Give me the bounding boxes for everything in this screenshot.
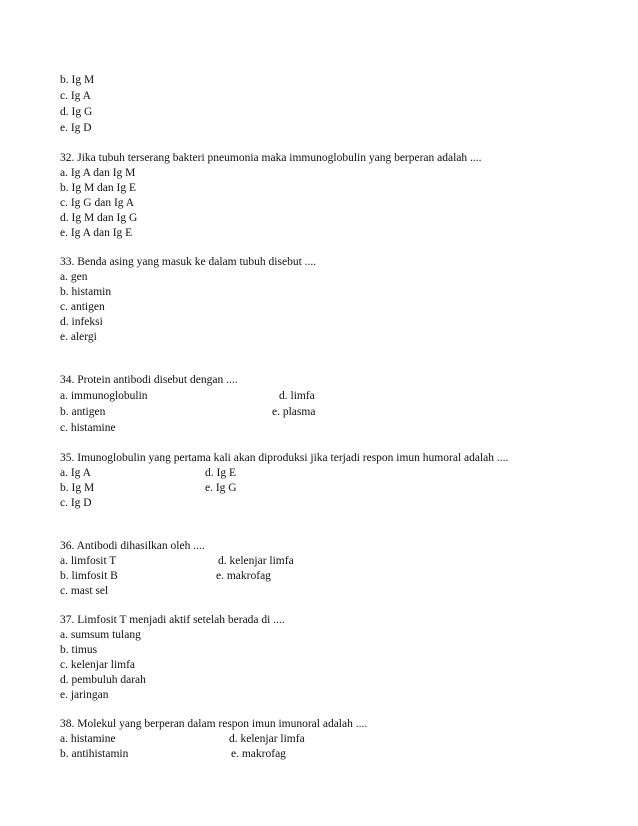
option-line: b. limfosit B [60, 570, 118, 582]
option-line: a. limfosit T [60, 555, 117, 567]
question-35: 35. Imunoglobulin yang pertama kali akan diproduksi jika terjadi respon imun humoral adalah .... [60, 452, 509, 464]
option-line: b. timus [60, 644, 98, 656]
option-line: d. infeksi [60, 316, 103, 328]
question-36: 36. Antibodi dihasilkan oleh .... [60, 540, 205, 552]
option-line: e. alergi [60, 331, 97, 343]
option-line: e. jaringan [60, 689, 109, 701]
option-line: e. makrofag [216, 570, 271, 582]
option-line: d. kelenjar limfa [229, 733, 305, 745]
option-line: e. Ig D [60, 122, 92, 134]
option-line: a. Ig A dan Ig M [60, 167, 136, 179]
option-line: b. Ig M dan Ig E [60, 182, 137, 194]
option-line: d. kelenjar limfa [218, 555, 294, 567]
option-line: e. makrofag [231, 748, 286, 760]
option-line: a. Ig A [60, 467, 91, 479]
option-line: b. antigen [60, 406, 106, 418]
option-line: a. gen [60, 271, 88, 283]
option-line: c. Ig G dan Ig A [60, 197, 135, 209]
option-line: c. antigen [60, 301, 105, 313]
question-33: 33. Benda asing yang masuk ke dalam tubuh disebut .... [60, 256, 317, 268]
option-line: e. plasma [272, 406, 316, 418]
option-line: a. histamine [60, 733, 116, 745]
option-line: c. mast sel [60, 585, 109, 597]
option-line: d. pembuluh darah [60, 674, 146, 686]
question-37: 37. Limfosit T menjadi aktif setelah berada di .... [60, 614, 285, 626]
option-line: b. histamin [60, 286, 112, 298]
option-line: c. kelenjar limfa [60, 659, 136, 671]
option-line: d. Ig G [60, 106, 93, 118]
option-line: a. sumsum tulang [60, 629, 141, 641]
option-line: a. immunoglobulin [60, 390, 148, 402]
option-line: d. Ig E [205, 467, 236, 479]
option-line: e. Ig A dan Ig E [60, 227, 133, 239]
option-line: b. antihistamin [60, 748, 129, 760]
option-line: b. Ig M [60, 74, 95, 86]
question-34: 34. Protein antibodi disebut dengan .... [60, 374, 238, 386]
question-32: 32. Jika tubuh terserang bakteri pneumonia maka immunoglobulin yang berperan adalah .... [60, 152, 482, 164]
option-line: c. Ig A [60, 90, 91, 102]
option-line: c. Ig D [60, 497, 92, 509]
option-line: d. Ig M dan Ig G [60, 212, 138, 224]
option-line: d. limfa [279, 390, 315, 402]
option-line: b. Ig M [60, 482, 95, 494]
option-line: c. histamine [60, 422, 116, 434]
option-line: e. Ig G [205, 482, 237, 494]
question-38: 38. Molekul yang berperan dalam respon imun imunoral adalah .... [60, 718, 368, 730]
